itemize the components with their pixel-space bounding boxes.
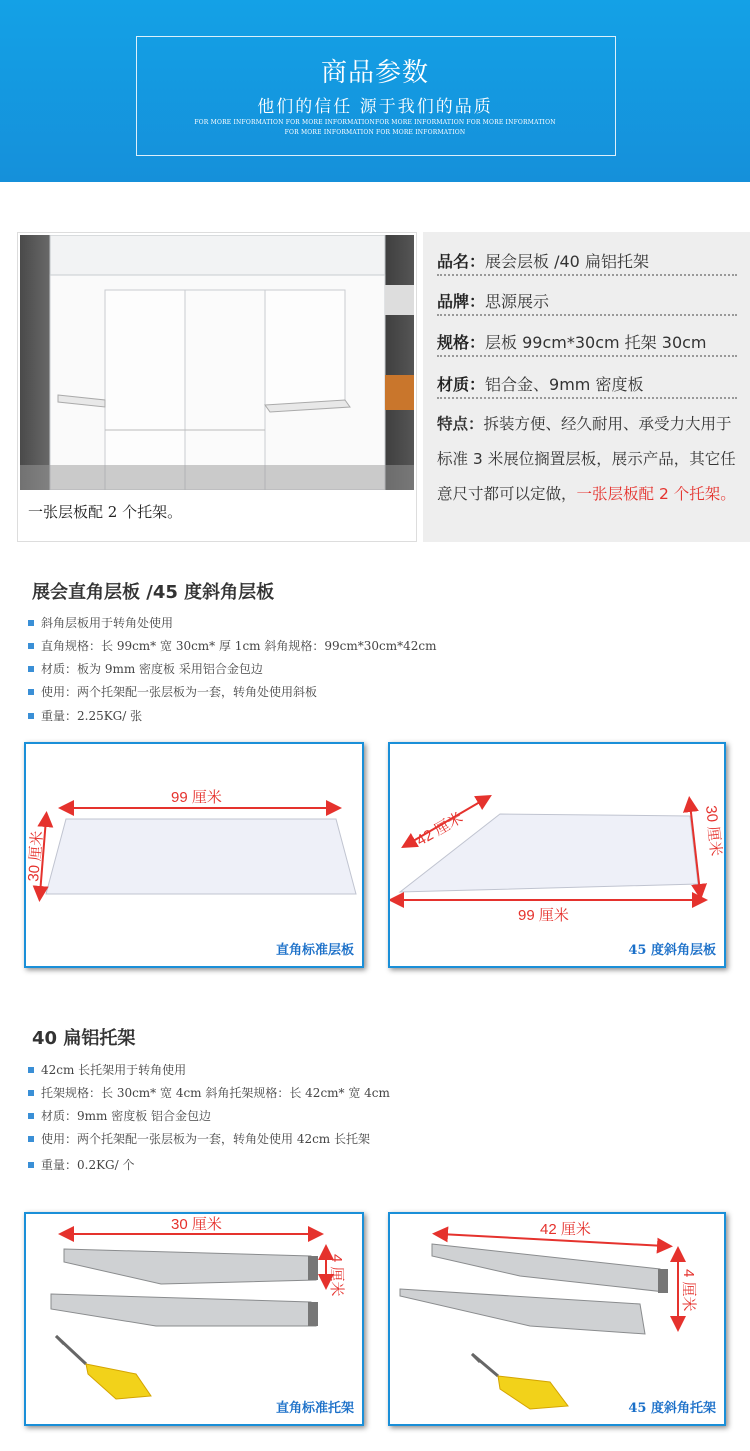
- section2-bullet: 材质：9mm 密度板 铝合金包边: [28, 1107, 211, 1124]
- banner-en-line1: FOR MORE INFORMATION FOR MORE INFORMATIONFOR MORE INFORMATION FOR MORE INFORMATION: [194, 119, 556, 126]
- booth-illustration: [20, 235, 414, 490]
- spec-size: [437, 330, 737, 353]
- spec-brand-value: 思源展示: [485, 292, 550, 311]
- width-measure: 42 厘米: [540, 1221, 591, 1238]
- spec-feature: [437, 407, 747, 512]
- section1-bullet: 重量：2.25KG/ 张: [28, 707, 142, 724]
- banner-title: 商品参数: [320, 58, 429, 88]
- divider: [437, 355, 737, 357]
- spec-size-value: 层板 99cm*30cm 托架 30cm: [485, 333, 707, 352]
- section2-bullet: 托架规格：长 30cm* 宽 4cm 斜角托架规格：长 42cm* 宽 4cm: [28, 1084, 390, 1101]
- straight-shelf-image: [24, 742, 364, 968]
- spec-size-label: 规格：: [437, 333, 486, 352]
- header-banner: [0, 0, 750, 182]
- spec-brand-label: 品牌：: [437, 292, 486, 311]
- section2-bullet: 重量：0.2KG/ 个: [28, 1156, 135, 1173]
- straight-shelf-label: 直角标准层板: [275, 943, 354, 958]
- height-measure: 4 厘米: [328, 1254, 345, 1297]
- banner-subtitle: 他们的信任 源于我们的品质: [257, 97, 493, 117]
- spec-name-label: 品名：: [437, 252, 486, 271]
- section1-bullet: 使用：两个托架配一张层板为一套，转角处使用斜板: [28, 683, 317, 700]
- spec-feature-text: 拆装方便、经久耐用、承受力大用于标准 3 米展位搁置层板，展示产品，其它任意尺寸都可以定做，: [437, 415, 736, 503]
- spec-feature-highlight: 一张层板配 2 个托架。: [576, 485, 736, 503]
- width-measure: 30 厘米: [171, 1216, 222, 1233]
- section1-title: 展会直角层板 /45 度斜角层板: [32, 582, 275, 603]
- angled-bracket-image: [388, 1212, 726, 1426]
- angled-shelf-image: [388, 742, 726, 968]
- straight-bracket-label: 直角标准托架: [275, 1401, 354, 1416]
- straight-bracket-image: [24, 1212, 364, 1426]
- divider: [437, 314, 737, 316]
- photo-caption: 一张层板配 2 个托架。: [28, 503, 183, 521]
- section2-bullet: 使用：两个托架配一张层板为一套，转角处使用 42cm 长托架: [28, 1130, 370, 1147]
- spec-material: [437, 372, 737, 395]
- straight-bracket-diagram: [26, 1214, 362, 1424]
- angled-shelf-label: 45 度斜角层板: [628, 943, 716, 958]
- section2-bullet: 42cm 长托架用于转角使用: [28, 1061, 186, 1078]
- section1-bullet: 直角规格：长 99cm* 宽 30cm* 厚 1cm 斜角规格：99cm*30cm*42cm: [28, 637, 436, 654]
- diagonal-measure: 42 厘米: [413, 809, 467, 850]
- width-measure: 99 厘米: [171, 789, 222, 806]
- spec-brand: [437, 289, 737, 312]
- straight-shelf-diagram: [26, 744, 362, 966]
- spec-name-value: 展会层板 /40 扁铝托架: [485, 252, 649, 271]
- height-measure: 4 厘米: [680, 1269, 697, 1312]
- spec-feature-label: 特点：: [437, 415, 484, 433]
- angled-shelf-diagram: [390, 744, 724, 966]
- product-photo-card: [17, 232, 417, 542]
- spec-name: [437, 249, 737, 272]
- height-measure: 30 厘米: [26, 830, 47, 883]
- spec-material-label: 材质：: [437, 375, 486, 394]
- banner-en-line2: FOR MORE INFORMATION FOR MORE INFORMATION: [284, 129, 466, 136]
- divider: [437, 397, 737, 399]
- booth-photo: [20, 235, 414, 490]
- width-measure: 99 厘米: [518, 907, 569, 924]
- spec-material-value: 铝合金、9mm 密度板: [485, 375, 644, 394]
- section1-bullet: 斜角层板用于转角处使用: [28, 614, 173, 631]
- section1-bullet: 材质：板为 9mm 密度板 采用铝合金包边: [28, 660, 263, 677]
- angled-bracket-label: 45 度斜角托架: [628, 1401, 716, 1416]
- specs-panel: [423, 232, 750, 542]
- section2-title: 40 扁铝托架: [32, 1028, 136, 1049]
- angled-bracket-diagram: [390, 1214, 724, 1424]
- divider: [437, 274, 737, 276]
- height-measure: 30 厘米: [702, 804, 724, 857]
